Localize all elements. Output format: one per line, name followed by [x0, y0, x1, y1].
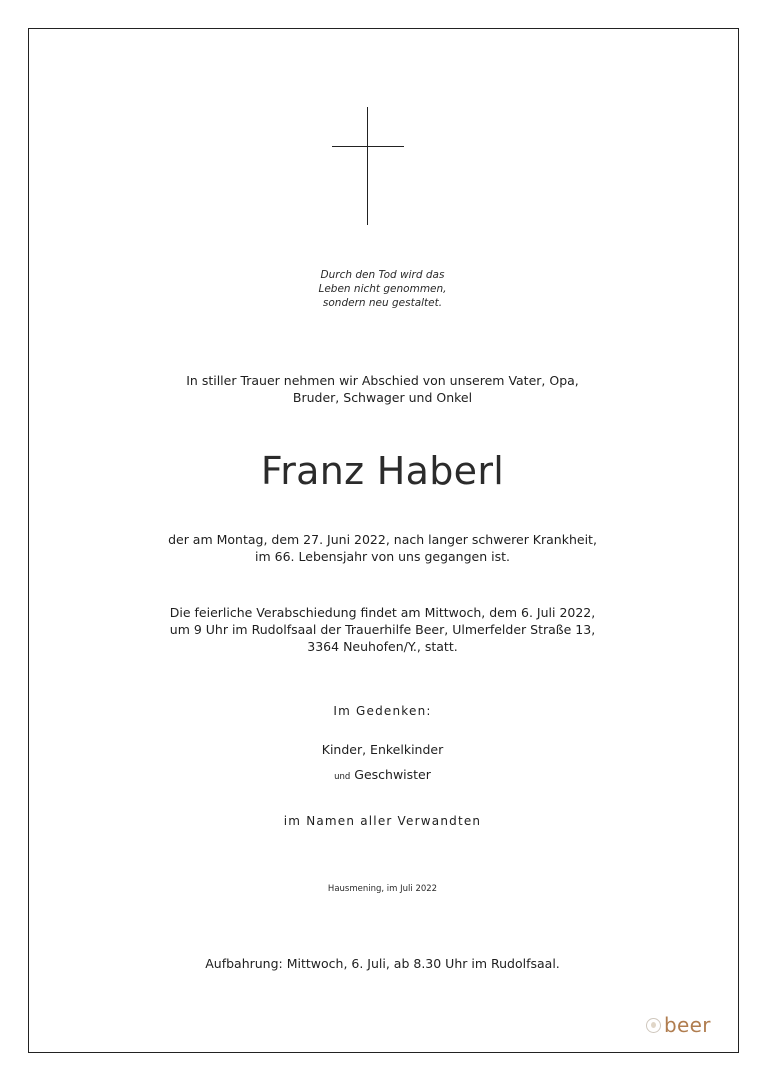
intro-line-1: In stiller Trauer nehmen wir Abschied von unserem Vater, Opa, — [186, 373, 579, 388]
ceremony-line-3: 3364 Neuhofen/Y., statt. — [307, 639, 458, 654]
quote-line-1: Durch den Tod wird das — [320, 269, 445, 281]
quote-line-3: sondern neu gestaltet. — [322, 297, 443, 309]
logo-text: beer — [664, 1013, 711, 1037]
family-line-1: Kinder, Enkelkinder — [321, 742, 444, 757]
death-line-2: im 66. Lebensjahr von uns gegangen ist. — [255, 549, 510, 564]
ceremony-line-1: Die feierliche Verabschiedung findet am Mittwoch, dem 6. Juli 2022, — [169, 605, 596, 620]
intro-line-2: Bruder, Schwager und Onkel — [292, 390, 473, 405]
cross-icon — [332, 107, 404, 225]
family-und: und — [334, 772, 351, 782]
family-siblings: Geschwister — [354, 767, 431, 782]
deceased-name: Franz Haberl — [260, 449, 505, 493]
viewing-info: Aufbahrung: Mittwoch, 6. Juli, ab 8.30 Uhr im Rudolfsaal. — [205, 956, 560, 971]
logo-mark-icon — [646, 1018, 661, 1033]
ceremony-line-2: um 9 Uhr im Rudolfsaal der Trauerhilfe Beer, Ulmerfelder Straße 13, — [169, 622, 596, 637]
relatives-line: im Namen aller Verwandten — [283, 814, 482, 828]
place-date: Hausmening, im Juli 2022 — [327, 884, 438, 894]
beer-logo — [646, 1012, 711, 1038]
family-line-2 — [0, 766, 765, 786]
memory-heading: Im Gedenken: — [333, 704, 432, 718]
quote-line-2: Leben nicht genommen, — [318, 283, 447, 295]
death-line-1: der am Montag, dem 27. Juni 2022, nach langer schwerer Krankheit, — [168, 532, 597, 547]
